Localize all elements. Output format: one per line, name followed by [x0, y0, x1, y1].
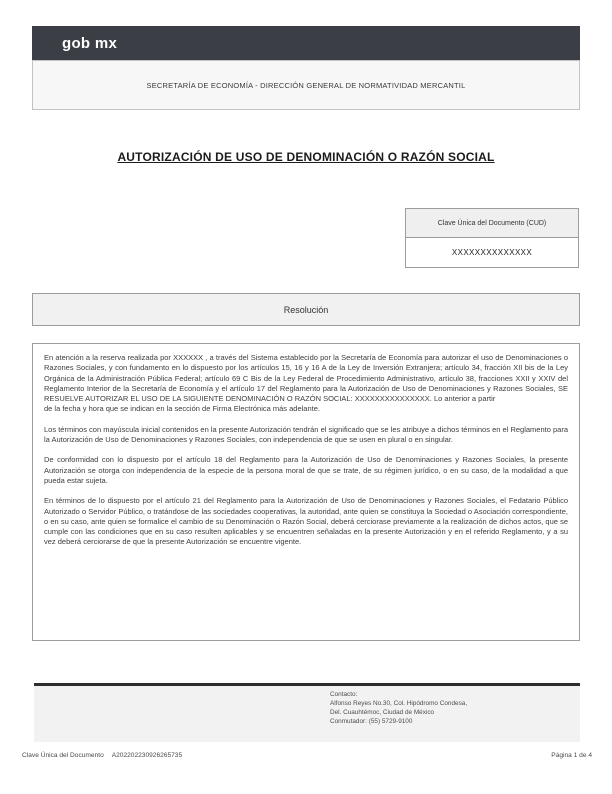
- gobmx-logo: gob mx: [62, 34, 118, 52]
- page-title: AUTORIZACIÓN DE USO DE DENOMINACIÓN O RAZÓN SOCIAL: [117, 150, 495, 164]
- cud-label: Clave Única del Documento (CUD): [405, 208, 579, 238]
- contact-block: [330, 686, 580, 726]
- agency-subtitle: SECRETARÍA DE ECONOMÍA - DIRECCIÓN GENERAL DE NORMATIVIDAD MERCANTIL: [146, 80, 466, 90]
- resolution-paragraph: Los términos con mayúscula inicial contenidos en la presente Autorización tendrán el significado que se les atribuye a dichos términos en el Reglamento para la Autorización de Uso de Denominaciones y Razones Sociales, con independencia de que se usen en plural o en singular.: [44, 424, 568, 445]
- resolution-paragraph: En atención a la reserva realizada por XXXXXX , a través del Sistema establecido por la Secretaría de Economía para autorizar el uso de Denominaciones o Razones Sociales, y con fundamento en lo dispuesto por los artículos 15, 16 y 16 A de la Ley de Inversión Extranjera; artículo 34, fracción XII bis de la Ley Orgánica de la Administración Pública Federal; artículo 69 C Bis de la Ley Federal de Procedimiento Administrativo, artículo 38, fracciones XXII y XXIV del Reglamento Interior de la Secretaría de Economía y el artículo 17 del Reglamento para la Autorización de Uso de Denominaciones y Razones Sociales, SE RESUELVE AUTORIZAR EL USO DE LA SIGUIENTE DENOMINACIÓN O RAZÓN SOCIAL: XXXXXXXXXXXXXXX. Lo anterior a partir: [44, 353, 568, 404]
- page-footer: [22, 752, 592, 759]
- doc-key: [22, 752, 182, 759]
- page-number: Página 1 de 4: [551, 752, 592, 759]
- resolution-paragraph: De conformidad con lo dispuesto por el artículo 18 del Reglamento para la Autorización de Uso de Denominaciones y Razones Sociales, la presente Autorización se otorga con independencia de la especie de la persona moral de que se trate, de su régimen jurídico, o en su caso, de la modalidad a que pueda estar sujeta.: [44, 455, 568, 485]
- cud-value: XXXXXXXXXXXXXX: [405, 238, 579, 268]
- cud-box: [405, 208, 579, 268]
- doc-key-value: A202202230926265735: [111, 752, 183, 759]
- resolution-body-box: [32, 343, 580, 641]
- gobmx-header-bar: [32, 26, 580, 60]
- contact-heading: Contacto:: [330, 691, 358, 698]
- doc-key-label: Clave Única del Documento: [22, 752, 104, 759]
- section-header-resolucion: Resolución: [32, 293, 580, 326]
- contact-line: Del. Cuauhtémoc, Ciudad de México: [330, 709, 435, 716]
- resolution-paragraph-continuation: de la fecha y hora que se indican en la sección de Firma Electrónica más adelante.: [44, 404, 320, 414]
- resolution-paragraph: En términos de lo dispuesto por el artículo 21 del Reglamento para la Autorización de Uso de Denominaciones y Razones Sociales, el Fedatario Público Autorizado o Servidor Público, o tratándose de las sociedades cooperativas, la autoridad, ante quien se constituya la Sociedad o Asociación correspondiente, o en su caso, ante quien se formalice el cambio de su Denominación o Razón Social, deberá cerciorase previamente a la realización de dichos actos, que se cumple con las condiciones que en su caso resulten aplicables y se encuentren señaladas en la presente Autorización y en el referido Reglamento, y a su vez deberá cerciorarse de que la presente Autorización se encuentre vigente.: [44, 496, 568, 547]
- contact-line: Conmutador: (55) 5729-9100: [330, 718, 413, 725]
- contact-band: [34, 686, 580, 742]
- contact-line: Alfonso Reyes No.30, Col. Hipódromo Condesa,: [330, 700, 468, 707]
- agency-subtitle-bar: [32, 60, 580, 110]
